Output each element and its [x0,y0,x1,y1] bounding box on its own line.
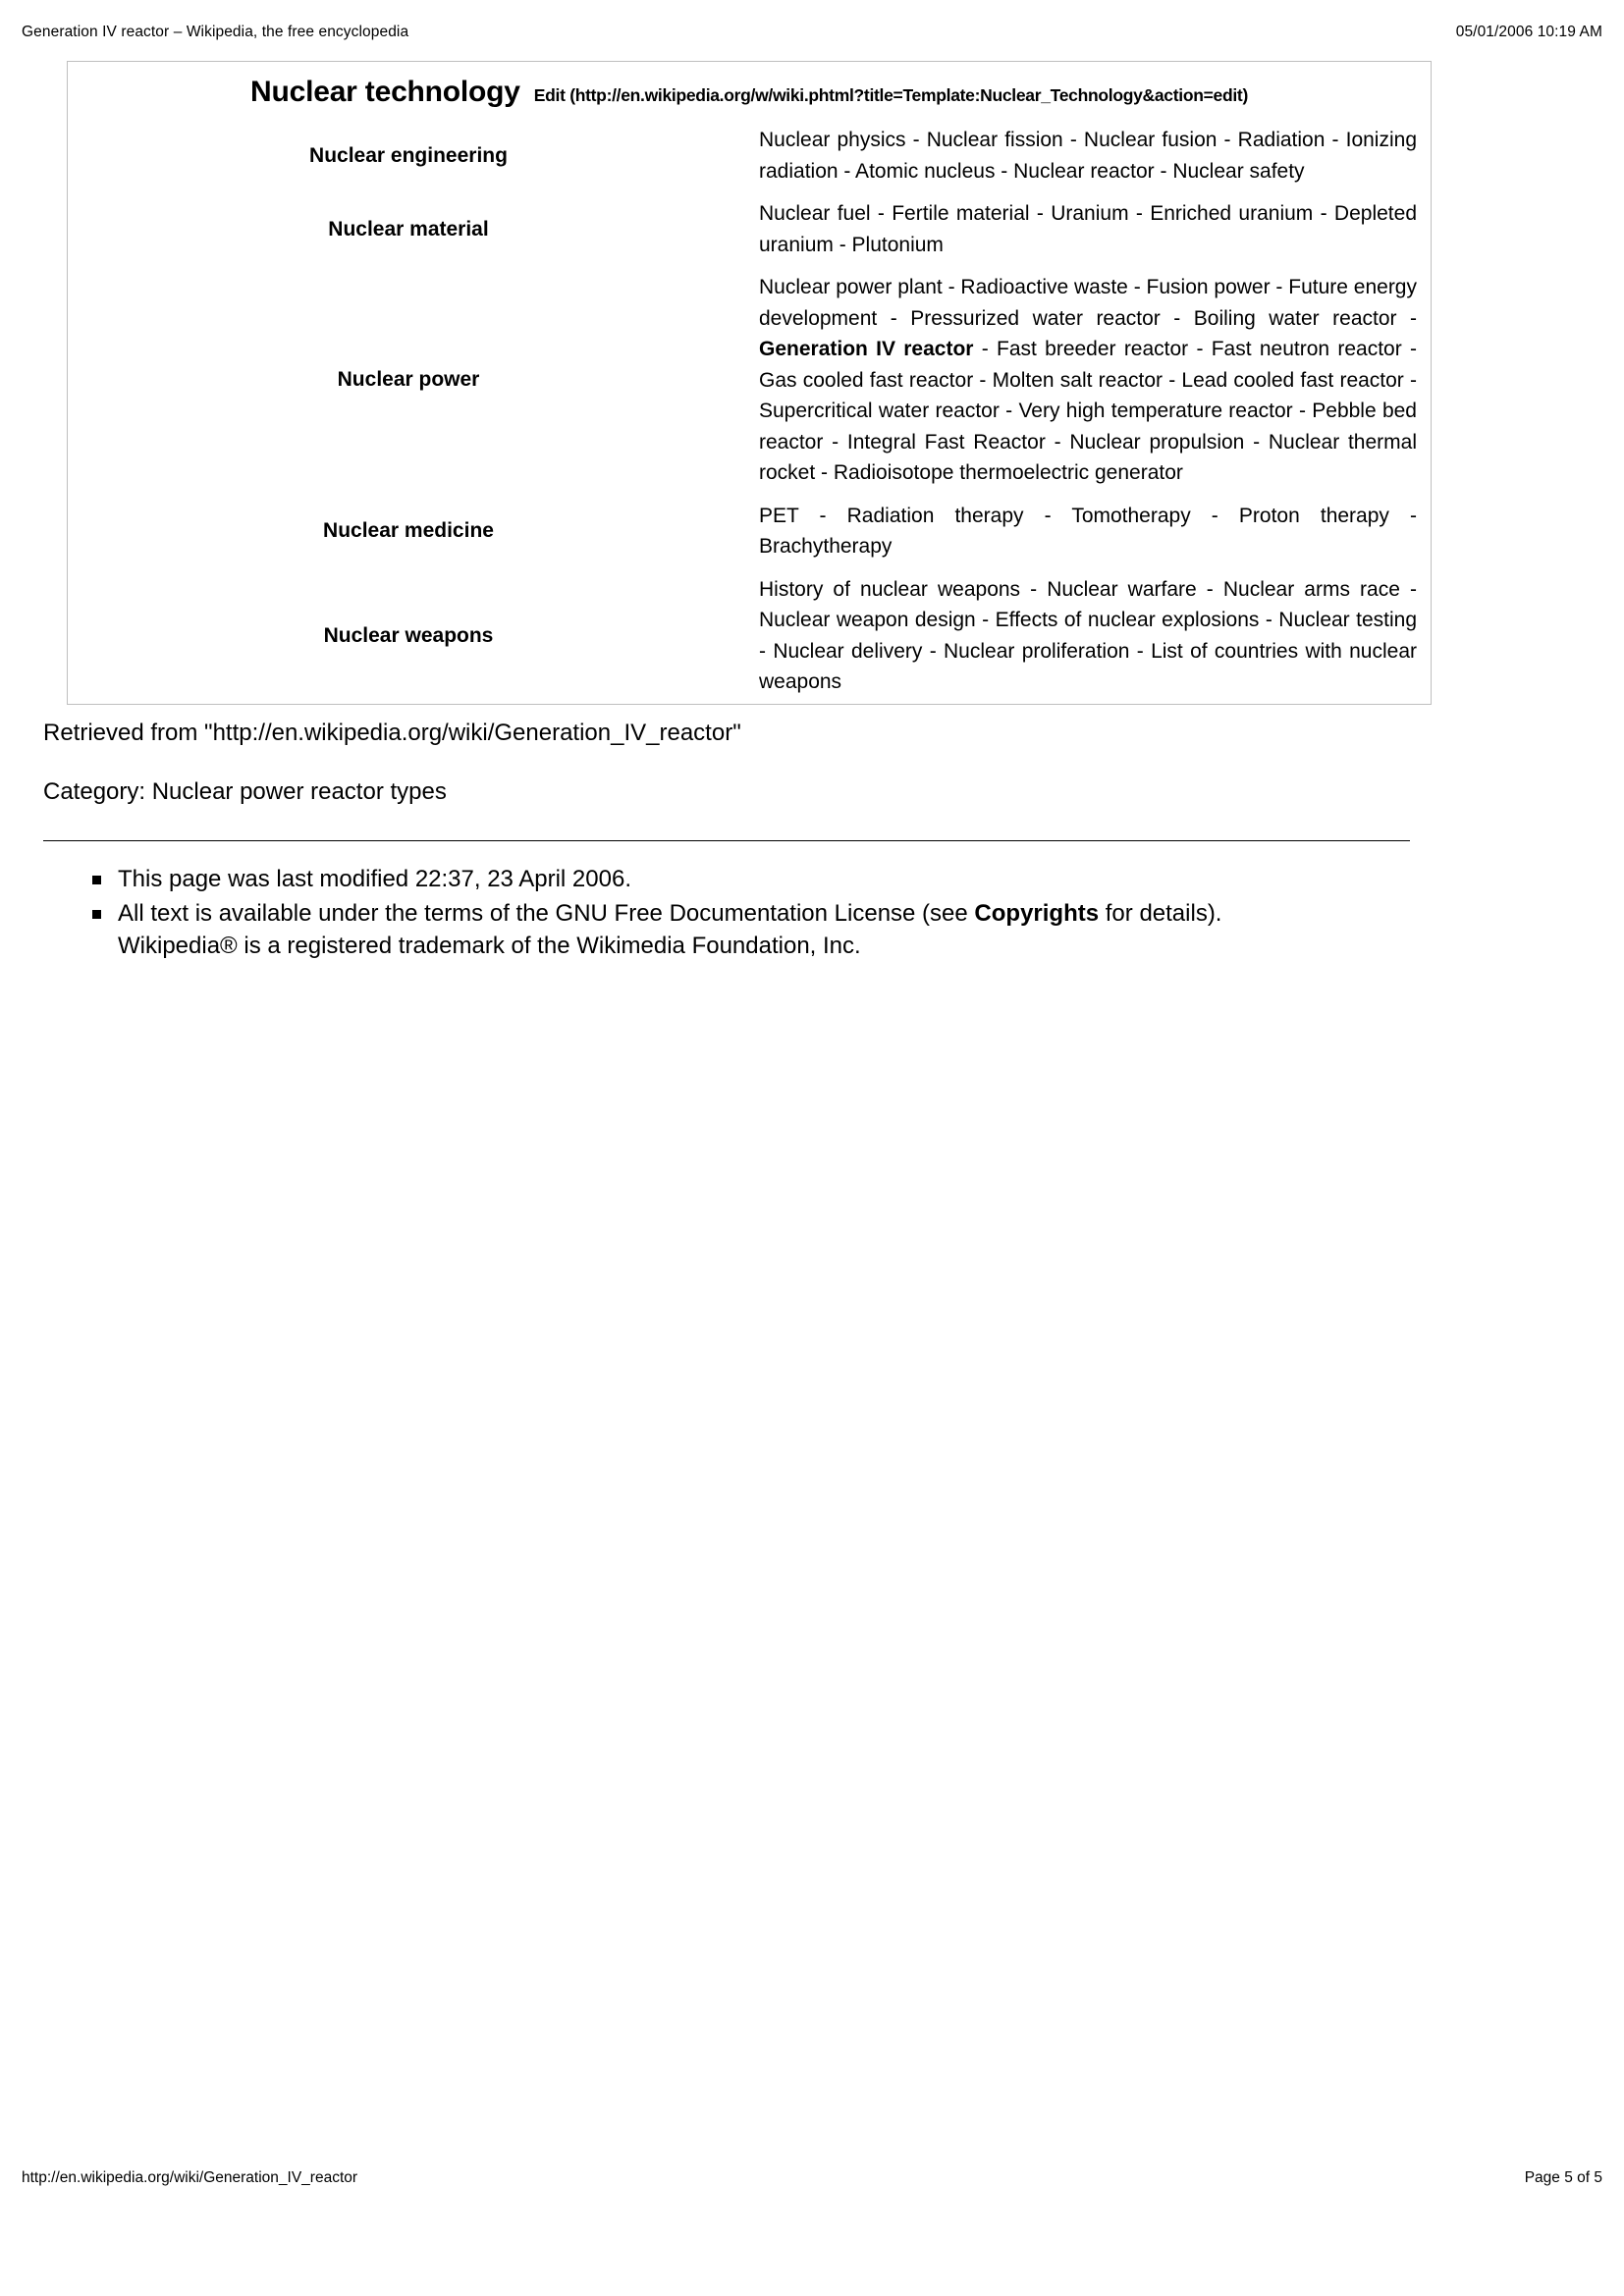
list-item [118,897,1602,962]
navbox-row-label-nuclear-medicine: Nuclear medicine [323,519,494,543]
table-row [68,119,1431,192]
print-footer [22,2169,1602,2188]
navbox-table [68,62,1431,704]
last-modified-text: This page was last modified 22:37, 23 April 2006. [118,865,631,892]
footer-divider [43,840,1410,841]
navbox-row-content-nuclear-power [749,266,1431,495]
navbox-row-label-nuclear-weapons: Nuclear weapons [323,623,494,647]
navbox-links-text[interactable]: Nuclear power plant - Radioactive waste - Fusion power - Future energy development - Pressurized water reactor - Boiling water reactor - [759,276,1417,330]
license-text-post: for details). [1099,899,1222,927]
list-item [118,863,1602,895]
retrieved-from-text: Retrieved from "http://en.wikipedia.org/wiki/Generation_IV_reactor" [43,719,741,746]
print-header [22,24,1602,42]
copyrights-link[interactable]: Copyrights [974,899,1100,927]
navbox-row-content-nuclear-engineering [749,119,1431,192]
navbox-links-text-cont[interactable]: - Fast breeder reactor - Fast neutron reactor - Gas cooled fast reactor - Molten salt reactor - Lead cooled fast reactor - Supercritical water reactor - Very high temperature reactor - Pebble bed reactor - Integral Fast Reactor - Nuclear propulsion - Nuclear thermal rocket - Radioisotope thermoelectric generator [759,338,1417,484]
nuclear-technology-navbox [67,61,1432,705]
navbox-links-text[interactable]: History of nuclear weapons - Nuclear warfare - Nuclear arms race - Nuclear weapon design - Effects of nuclear explosions - Nuclear testing - Nuclear delivery - Nuclear proliferation - List of countries with nuclear weapons [759,577,1417,693]
table-row [68,495,1431,568]
navbox-title-row [68,62,1431,119]
trademark-text: Wikipedia® is a registered trademark of the Wikimedia Foundation, Inc. [118,932,861,959]
navbox-links-text[interactable]: Nuclear physics - Nuclear fission - Nuclear fusion - Radiation - Ionizing radiation - Atomic nucleus - Nuclear reactor - Nuclear safety [759,129,1417,183]
navbox-title: Nuclear technology [250,76,520,108]
page-footer-list [22,863,1602,962]
navbox-links-text[interactable]: Nuclear fuel - Fertile material - Uranium - Enriched uranium - Depleted uranium - Plutonium [759,202,1417,256]
navbox-row-label-nuclear-power: Nuclear power [337,368,480,392]
page-content [22,61,1602,964]
navbox-row-content-nuclear-material [749,192,1431,266]
print-footer-url: http://en.wikipedia.org/wiki/Generation_IV_reactor [22,2169,358,2187]
navbox-title-cell [68,62,1431,119]
category-text: Category: Nuclear power reactor types [43,777,447,805]
navbox-row-content-nuclear-medicine [749,495,1431,568]
navbox-row-label-nuclear-engineering: Nuclear engineering [309,143,508,167]
table-row [68,266,1431,495]
navbox-links-text[interactable]: PET - Radiation therapy - Tomotherapy - Proton therapy - Brachytherapy [759,504,1417,558]
table-row [68,192,1431,266]
print-footer-page-number: Page 5 of 5 [1524,2169,1602,2187]
navbox-edit-link[interactable]: Edit (http://en.wikipedia.org/w/wiki.phtml?title=Template:Nuclear_Technology&action=edit) [533,85,1248,105]
license-text-pre: All text is available under the terms of the GNU Free Documentation License (see [118,899,975,927]
navbox-row-content-nuclear-weapons [749,568,1431,704]
print-header-title: Generation IV reactor – Wikipedia, the free encyclopedia [22,24,409,40]
print-header-timestamp: 05/01/2006 10:19 AM [1455,24,1602,40]
table-row [68,568,1431,704]
navbox-row-label-nuclear-material: Nuclear material [328,217,489,240]
current-page-link: Generation IV reactor [759,338,974,360]
